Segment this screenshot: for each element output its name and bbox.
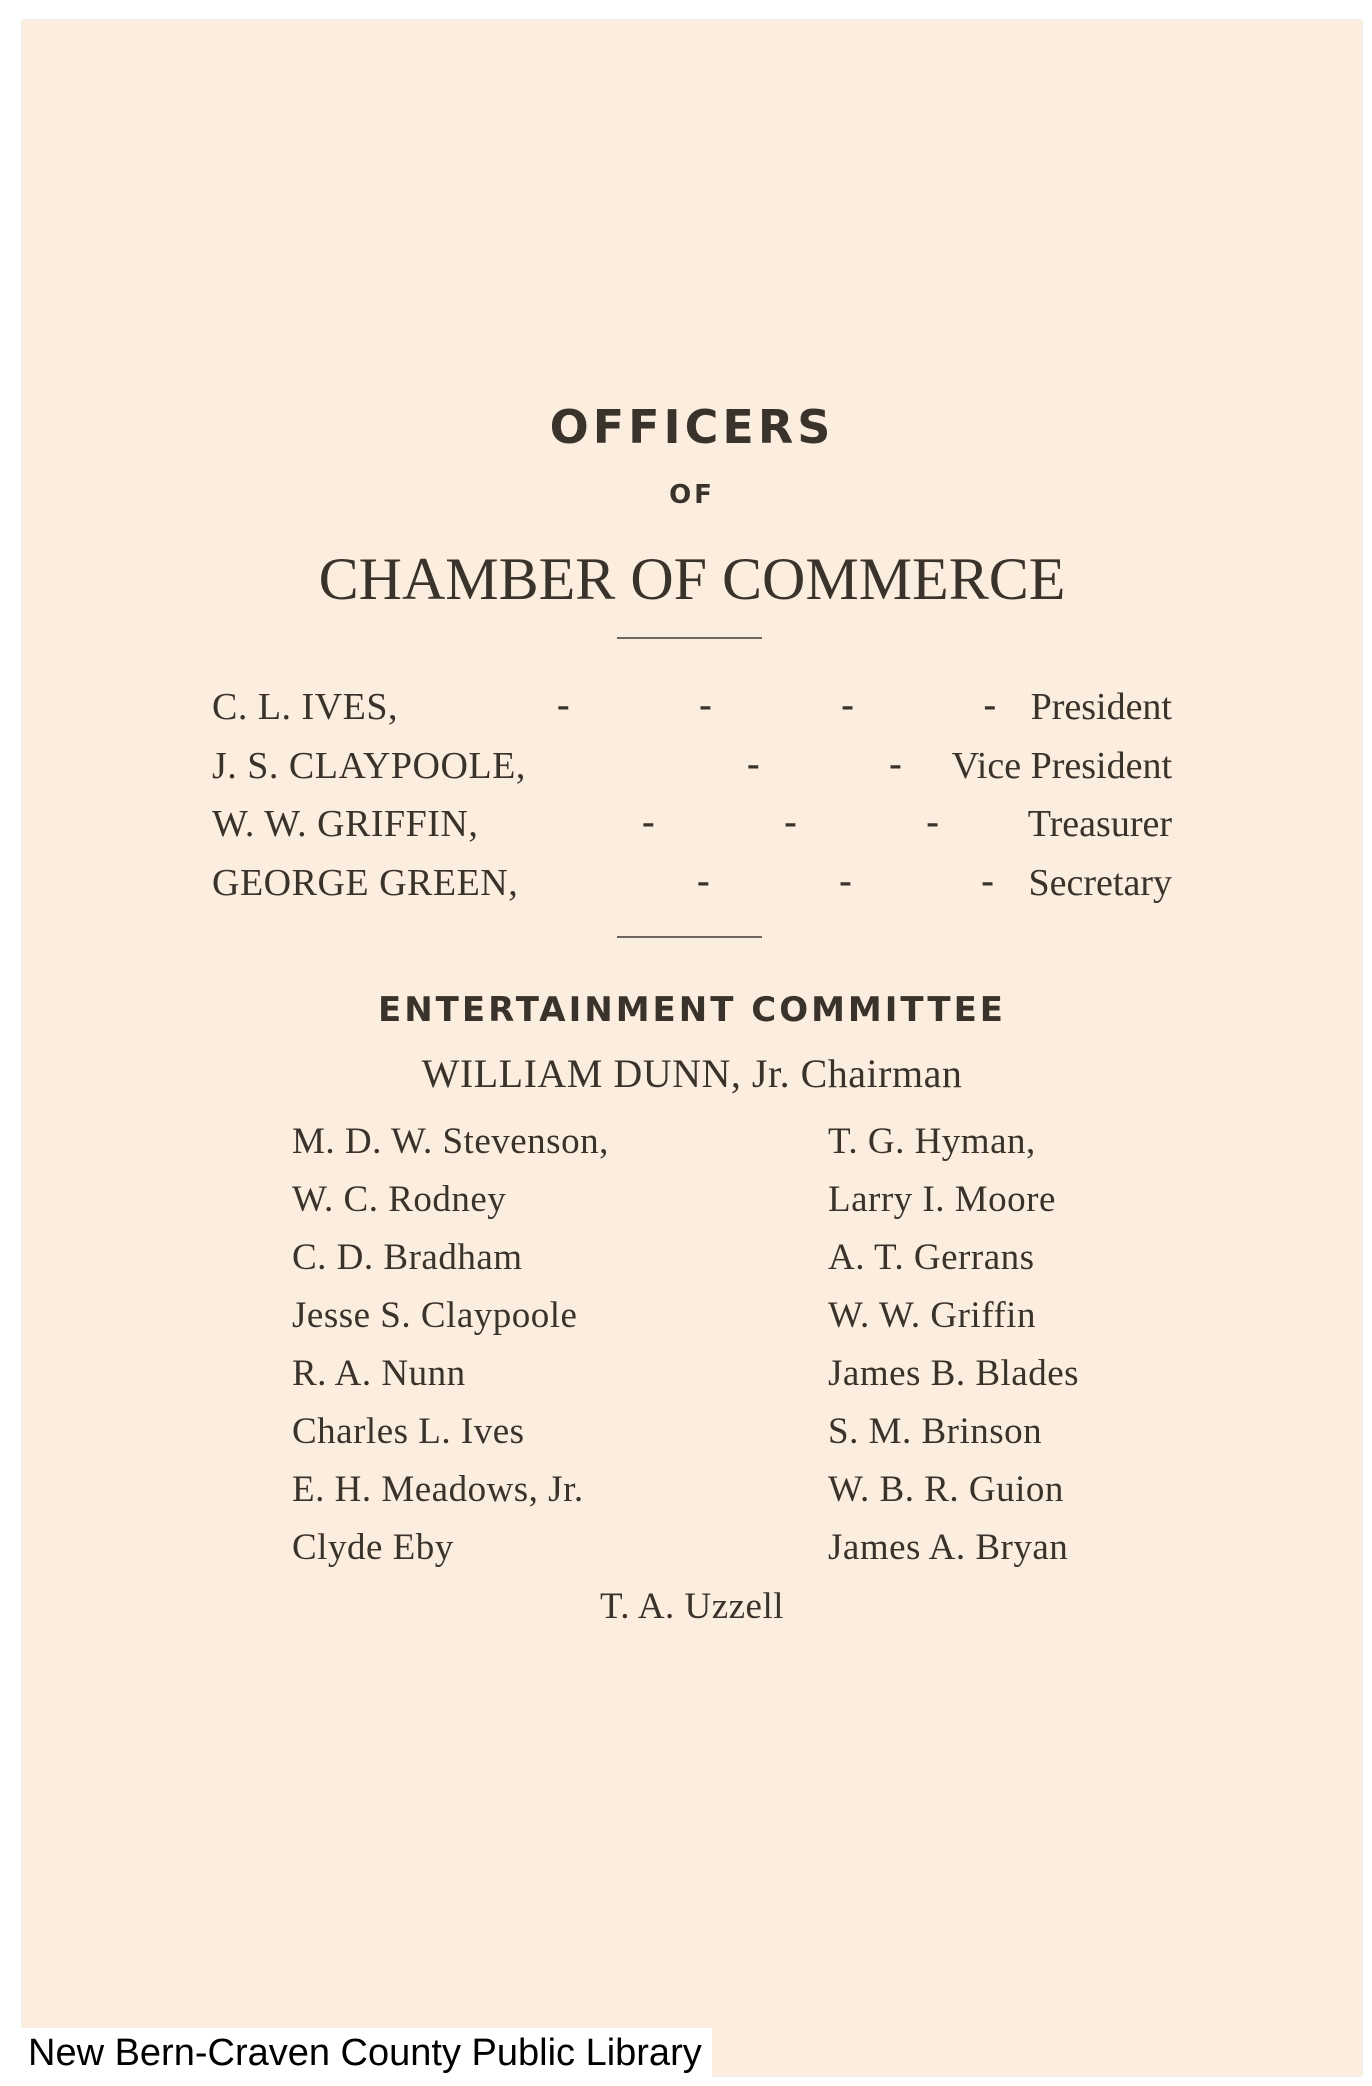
officer-name: J. S. CLAYPOOLE, xyxy=(212,745,526,787)
list-item: W. W. Griffin xyxy=(828,1295,1036,1336)
list-item: M. D. W. Stevenson, xyxy=(292,1121,609,1162)
divider-rule xyxy=(617,936,762,938)
officer-dashes: - - - xyxy=(697,860,1054,902)
officer-name: W. W. GRIFFIN, xyxy=(212,803,479,845)
title-of: OF xyxy=(669,480,715,510)
committee-right-column xyxy=(828,1113,1079,1577)
list-item: A. T. Gerrans xyxy=(828,1237,1035,1278)
list-item: S. M. Brinson xyxy=(828,1411,1043,1452)
title-officers: OFFICERS xyxy=(549,400,835,454)
committee-chairman: WILLIAM DUNN, Jr. Chairman xyxy=(421,1051,963,1096)
list-item: C. D. Bradham xyxy=(292,1237,523,1278)
officer-role: President xyxy=(1030,686,1172,728)
list-item: Charles L. Ives xyxy=(292,1411,525,1452)
officer-dashes: - - - - xyxy=(557,684,1057,726)
officer-row-president xyxy=(212,685,1172,743)
list-item: Larry I. Moore xyxy=(828,1179,1056,1220)
list-item: W. C. Rodney xyxy=(292,1179,507,1220)
officer-name: GEORGE GREEN, xyxy=(212,862,519,904)
officer-dashes: - - - xyxy=(642,801,999,843)
list-item: T. G. Hyman, xyxy=(828,1121,1036,1162)
officer-role: Treasurer xyxy=(1027,803,1172,845)
committee-last-member: T. A. Uzzell xyxy=(599,1586,785,1627)
committee-heading: ENTERTAINMENT COMMITTEE xyxy=(377,990,1007,1030)
officer-row-treasurer xyxy=(212,802,1172,860)
officer-row-secretary xyxy=(212,861,1172,919)
officer-role: Vice President xyxy=(951,745,1172,787)
divider-rule xyxy=(617,637,762,639)
list-item: Clyde Eby xyxy=(292,1527,454,1568)
list-item: W. B. R. Guion xyxy=(828,1469,1064,1510)
officer-dashes: - - xyxy=(747,743,962,785)
list-item: R. A. Nunn xyxy=(292,1353,466,1394)
library-credit: New Bern-Craven County Public Library xyxy=(20,2028,712,2080)
officer-role: Secretary xyxy=(1028,862,1172,904)
list-item: James A. Bryan xyxy=(828,1527,1069,1568)
list-item: E. H. Meadows, Jr. xyxy=(292,1469,584,1510)
document-page xyxy=(22,20,1362,2076)
committee-left-column xyxy=(292,1113,609,1577)
list-item: Jesse S. Claypoole xyxy=(292,1295,578,1336)
list-item: James B. Blades xyxy=(828,1353,1080,1394)
title-chamber-of-commerce: CHAMBER OF COMMERCE xyxy=(318,546,1066,612)
officer-row-vice-president xyxy=(212,744,1172,802)
officer-name: C. L. IVES, xyxy=(212,686,398,728)
